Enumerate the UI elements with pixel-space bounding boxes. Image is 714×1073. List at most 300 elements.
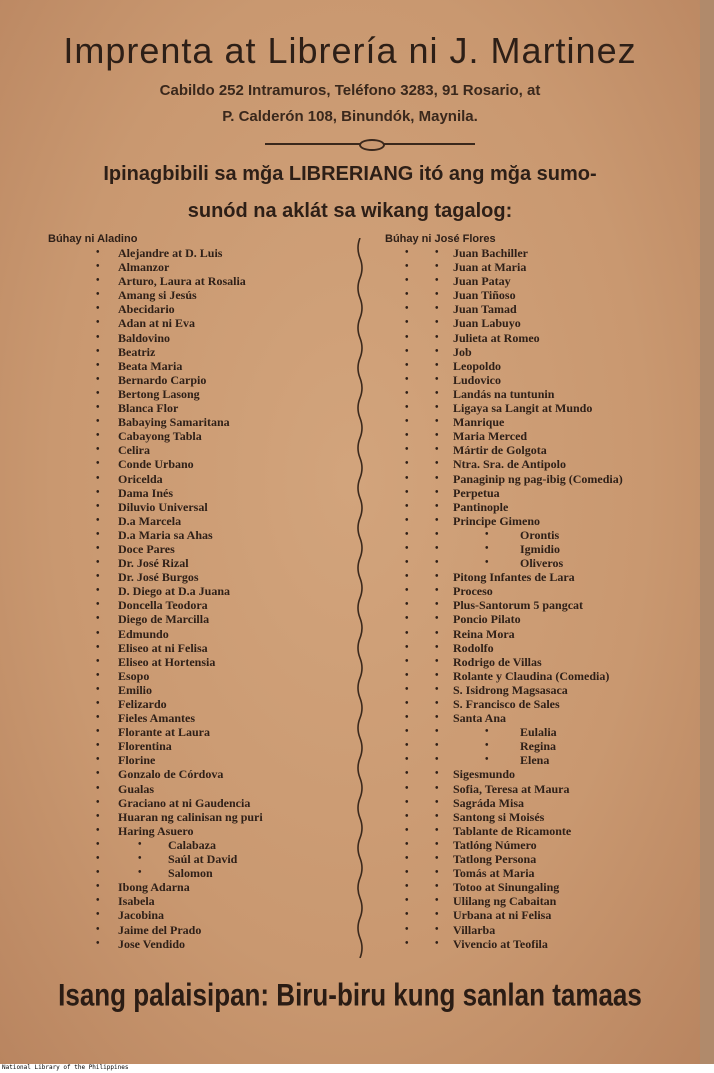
bullet-icon: • [435, 726, 439, 738]
book-title-item [385, 669, 695, 683]
book-title-item [385, 852, 695, 866]
book-title-text: Celira [118, 443, 150, 458]
book-title-item [385, 894, 695, 908]
bullet-icon: • [485, 754, 489, 766]
bullet-icon: • [405, 838, 409, 850]
bullet-icon: • [435, 359, 439, 371]
bullet-icon: • [96, 247, 100, 258]
book-title-item [48, 274, 358, 288]
book-title-text: Rodrigo de Villas [453, 654, 542, 669]
bullet-icon: • [435, 810, 439, 822]
bullet-icon: • [96, 881, 100, 893]
book-title-item [385, 782, 695, 796]
page-edge [700, 0, 714, 1064]
bullet-icon: • [405, 528, 409, 540]
bullet-icon: • [96, 838, 100, 850]
book-title-text: S. Isidrong Magsasaca [453, 682, 568, 697]
bullet-icon: • [435, 402, 439, 414]
book-title-text: Rodolfo [453, 640, 494, 655]
bullet-icon: • [405, 627, 409, 639]
book-title-item [385, 274, 695, 288]
bullet-icon: • [96, 528, 100, 540]
book-title-item [385, 810, 695, 824]
bullet-icon: • [435, 796, 439, 808]
bullet-icon: • [405, 853, 409, 865]
bullet-icon: • [405, 613, 409, 625]
book-title-text: Vivencio at Teofila [453, 936, 548, 951]
bullet-icon: • [96, 712, 100, 724]
bullet-icon: • [485, 726, 489, 738]
bullet-icon: • [96, 486, 100, 498]
bullet-icon: • [405, 387, 409, 399]
book-title-item [385, 472, 695, 486]
bullet-icon: • [405, 542, 409, 554]
bullet-icon: • [405, 641, 409, 653]
bullet-icon: • [435, 275, 439, 287]
bullet-icon: • [435, 824, 439, 836]
book-title-text: Santa Ana [453, 711, 507, 726]
book-title-text: Totoo at Sinungaling [453, 880, 560, 895]
book-title-item [48, 359, 358, 373]
book-title-item [48, 937, 358, 951]
bullet-icon: • [405, 289, 409, 301]
book-title-text: Doncella Teodora [118, 598, 208, 613]
book-title-item [48, 767, 358, 781]
bullet-icon: • [96, 458, 100, 470]
bullet-icon: • [435, 472, 439, 484]
bullet-icon: • [435, 444, 439, 456]
book-title-text: Dr. José Burgos [118, 570, 199, 585]
bullet-icon: • [435, 317, 439, 329]
bullet-icon: • [435, 458, 439, 470]
book-title-text: Adan at ni Eva [118, 316, 196, 331]
book-title-item [48, 387, 358, 401]
bullet-icon: • [405, 923, 409, 935]
book-title-item [48, 457, 358, 471]
book-title-item [48, 331, 358, 345]
book-title-item [48, 528, 358, 542]
bullet-icon: • [435, 542, 439, 554]
book-title-text: Oricelda [118, 471, 163, 486]
bullet-icon: • [435, 937, 439, 949]
book-title-text: Proceso [453, 584, 493, 599]
book-title-text: Esopo [118, 668, 150, 683]
book-title-text: Isabela [118, 894, 155, 909]
bullet-icon: • [96, 585, 100, 597]
bullet-icon: • [435, 754, 439, 766]
bullet-icon: • [96, 430, 100, 442]
bullet-icon: • [96, 796, 100, 808]
book-title-text: Juan at Maria [453, 260, 527, 275]
book-title-item [48, 612, 358, 626]
bullet-icon: • [405, 514, 409, 526]
book-title-text: Gualas [118, 781, 155, 796]
book-title-text: Juan Tiñoso [453, 288, 516, 303]
bullet-icon: • [96, 613, 100, 625]
book-title-text: S. Francisco de Sales [453, 697, 560, 711]
book-title-text: Elena [520, 753, 550, 768]
bullet-icon: • [96, 359, 100, 371]
book-title-item [385, 331, 695, 345]
book-title-item [385, 584, 695, 598]
book-title-item [385, 415, 695, 429]
book-title-item [385, 824, 695, 838]
book-title-item [48, 894, 358, 908]
book-title-text: Gonzalo de Córdova [118, 767, 224, 782]
book-title-text: Villarba [453, 922, 496, 937]
book-title-item [48, 641, 358, 655]
bullet-icon: • [405, 458, 409, 470]
book-title-item [48, 880, 358, 894]
bullet-icon: • [405, 909, 409, 921]
bullet-icon: • [138, 838, 142, 850]
book-title-text: Tatlóng Número [453, 837, 537, 852]
book-title-item [385, 260, 695, 274]
book-title-item [48, 373, 358, 387]
book-title-item [385, 302, 695, 316]
bullet-icon: • [435, 345, 439, 357]
bullet-icon: • [96, 275, 100, 287]
book-title-item [385, 486, 695, 500]
book-title-text: D.a Marcela [118, 513, 182, 528]
book-title-text: Florante at Laura [118, 725, 210, 740]
bullet-icon: • [138, 853, 142, 865]
book-title-item [48, 852, 358, 866]
book-title-item [385, 316, 695, 330]
book-title-text: Poncio Pilato [453, 612, 521, 627]
book-title-text: Bernardo Carpio [118, 372, 207, 387]
book-title-text: Tablante de Ricamonte [453, 823, 572, 838]
book-title-text: Mártir de Golgota [453, 443, 547, 458]
book-title-text: Jacobina [118, 908, 165, 923]
book-title-text: Jose Vendido [118, 936, 186, 951]
bullet-icon: • [96, 754, 100, 766]
book-title-item [48, 486, 358, 500]
book-title-item [48, 725, 358, 739]
book-title-item [385, 288, 695, 302]
book-title-item [385, 838, 695, 852]
book-title-item [48, 415, 358, 429]
footer-riddle: Isang palaisipan: Biru-biru kung sanlan tamaas [58, 976, 642, 1013]
book-title-text: Alejandre at D. Luis [118, 246, 223, 260]
book-title-item [385, 711, 695, 725]
book-title-text: Bertong Lasong [118, 386, 200, 401]
book-title-item [385, 387, 695, 401]
bullet-icon: • [435, 486, 439, 498]
book-title-text: Juan Labuyo [453, 316, 521, 331]
book-title-text: Maria Merced [453, 429, 528, 444]
book-title-item [48, 302, 358, 316]
bullet-icon: • [435, 909, 439, 921]
book-title-item [385, 246, 695, 260]
bullet-icon: • [405, 810, 409, 822]
address-line-2: P. Calderón 108, Binundók, Maynila. [222, 108, 478, 125]
book-title-text: Dama Inés [118, 485, 174, 500]
book-title-text: Abecidario [118, 302, 175, 317]
book-title-item [48, 246, 358, 260]
bullet-icon: • [405, 444, 409, 456]
bullet-icon: • [435, 373, 439, 385]
bullet-icon: • [405, 937, 409, 949]
bullet-icon: • [96, 599, 100, 611]
book-title-item [385, 401, 695, 415]
bullet-icon: • [96, 909, 100, 921]
book-title-item [385, 359, 695, 373]
bullet-icon: • [96, 895, 100, 907]
book-title-text: Santong si Moisés [453, 809, 545, 824]
book-title-text: Eliseo at ni Felisa [118, 640, 208, 655]
bullet-icon: • [96, 416, 100, 428]
bullet-icon: • [405, 712, 409, 724]
library-credit: National Library of the Philippines [2, 1064, 129, 1071]
book-title-item [48, 345, 358, 359]
book-title-text: Almanzor [118, 260, 170, 275]
book-title-text: Ntra. Sra. de Antipolo [453, 457, 567, 472]
book-title-text: Pitong Infantes de Lara [453, 570, 575, 585]
bullet-icon: • [405, 599, 409, 611]
intro-line-2: sunód na aklát sa wikang tagalog: [187, 200, 513, 222]
book-title-item [48, 514, 358, 528]
bullet-icon: • [435, 641, 439, 653]
book-title-text: Perpetua [453, 485, 500, 500]
bullet-icon: • [435, 669, 439, 681]
book-title-text: Beata Maria [118, 358, 183, 373]
book-title-item [385, 641, 695, 655]
bullet-icon: • [435, 387, 439, 399]
bullet-icon: • [96, 557, 100, 569]
address-line-1: Cabildo 252 Intramuros, Teléfono 3283, 91 Rosario, at [159, 82, 541, 99]
bullet-icon: • [405, 402, 409, 414]
book-title-text: Leopoldo [453, 358, 502, 373]
book-title-text: Ulilang ng Cabaitan [453, 894, 557, 909]
book-title-text: Juan Tamad [453, 302, 517, 317]
book-title-item [48, 796, 358, 810]
book-title-item [48, 810, 358, 824]
bullet-icon: • [405, 472, 409, 484]
bullet-icon: • [96, 500, 100, 512]
book-title-item [48, 316, 358, 330]
book-title-text: Job [453, 344, 472, 359]
bullet-icon: • [405, 824, 409, 836]
bullet-icon: • [96, 824, 100, 836]
book-title-text: Plus-Santorum 5 pangcat [453, 598, 584, 613]
bullet-icon: • [435, 261, 439, 273]
book-title-item [385, 598, 695, 612]
bullet-icon: • [405, 782, 409, 794]
bullet-icon: • [96, 542, 100, 554]
bullet-icon: • [435, 613, 439, 625]
book-title-item [48, 288, 358, 302]
bullet-icon: • [435, 655, 439, 667]
book-title-item [385, 923, 695, 937]
book-title-text: Julieta at Romeo [453, 330, 540, 345]
book-title-text: Baldovino [118, 330, 171, 345]
bullet-icon: • [96, 655, 100, 667]
bullet-icon: • [435, 867, 439, 879]
bullet-icon: • [485, 740, 489, 752]
book-title-text: Conde Urbano [118, 457, 194, 472]
book-title-item [385, 725, 695, 739]
bullet-icon: • [96, 768, 100, 780]
book-title-item [385, 683, 695, 697]
bullet-icon: • [405, 571, 409, 583]
bullet-icon: • [435, 740, 439, 752]
bullet-icon: • [96, 937, 100, 949]
bullet-icon: • [405, 698, 409, 709]
book-title-text: Emilio [118, 682, 153, 697]
book-title-text: Eulalia [520, 725, 557, 740]
book-title-text: Reina Mora [453, 626, 515, 641]
book-title-item [48, 753, 358, 767]
bullet-icon: • [405, 768, 409, 780]
book-title-text: Orontis [520, 527, 560, 542]
bullet-icon: • [435, 557, 439, 569]
bullet-icon: • [405, 303, 409, 315]
bullet-icon: • [435, 599, 439, 611]
bullet-icon: • [96, 303, 100, 315]
book-title-text: Diluvio Universal [118, 499, 208, 514]
bullet-icon: • [435, 698, 439, 709]
book-title-text: Panaginip ng pag-ibig (Comedia) [453, 471, 623, 486]
page-title: Imprenta at Librería ni J. Martinez [63, 30, 637, 71]
bullet-icon: • [405, 683, 409, 695]
right-column-heading: Búhay ni José Flores [385, 233, 496, 245]
bullet-icon: • [435, 331, 439, 343]
book-title-text: Huaran ng calinisan ng puri [118, 809, 263, 824]
book-title-text: Sagráda Misa [453, 795, 525, 810]
bullet-icon: • [96, 387, 100, 399]
bullet-icon: • [435, 838, 439, 850]
book-title-text: Tomás at Maria [453, 866, 535, 881]
book-title-item [48, 429, 358, 443]
book-title-item [48, 923, 358, 937]
book-title-item [385, 514, 695, 528]
bullet-icon: • [485, 542, 489, 554]
book-title-text: Sofia, Teresa at Maura [453, 781, 570, 796]
bullet-icon: • [405, 331, 409, 343]
bullet-icon: • [96, 317, 100, 329]
book-title-text: Igmidio [520, 541, 561, 556]
book-title-text: Juan Bachiller [453, 246, 529, 260]
book-title-item [48, 697, 358, 711]
book-title-item [385, 796, 695, 810]
left-column-heading: Búhay ni Aladino [48, 233, 138, 245]
ornamental-rule [265, 143, 475, 145]
book-title-item [385, 429, 695, 443]
book-title-text: Dr. José Rizal [118, 556, 189, 571]
bullet-icon: • [96, 853, 100, 865]
book-title-item [385, 612, 695, 626]
book-title-item [385, 373, 695, 387]
book-title-text: Ibong Adarna [118, 880, 190, 895]
bullet-icon: • [96, 627, 100, 639]
book-title-text: Beatriz [118, 344, 156, 359]
book-title-item [385, 767, 695, 781]
bullet-icon: • [435, 585, 439, 597]
book-title-text: Saúl at David [168, 852, 238, 867]
book-title-item [48, 739, 358, 753]
bullet-icon: • [485, 528, 489, 540]
book-title-item [48, 260, 358, 274]
book-title-item [385, 457, 695, 471]
bullet-icon: • [435, 768, 439, 780]
bullet-icon: • [485, 557, 489, 569]
bullet-icon: • [96, 698, 100, 709]
bullet-icon: • [405, 895, 409, 907]
bullet-icon: • [96, 444, 100, 456]
right-book-column [385, 232, 695, 951]
bullet-icon: • [405, 345, 409, 357]
bullet-icon: • [405, 359, 409, 371]
book-title-text: Landás na tuntunin [453, 386, 555, 401]
book-title-text: Juan Patay [453, 274, 511, 289]
bullet-icon: • [435, 289, 439, 301]
book-title-text: Eliseo at Hortensia [118, 654, 216, 669]
left-book-column [48, 232, 358, 951]
bullet-icon: • [435, 416, 439, 428]
book-title-item [48, 838, 358, 852]
book-title-text: Manrique [453, 415, 505, 430]
book-title-text: Fieles Amantes [118, 711, 195, 726]
book-title-item [48, 542, 358, 556]
bullet-icon: • [405, 317, 409, 329]
book-title-item [385, 866, 695, 880]
bullet-icon: • [435, 500, 439, 512]
book-title-text: D.a Maria sa Ahas [118, 527, 213, 542]
bullet-icon: • [405, 585, 409, 597]
book-title-item [385, 542, 695, 556]
bullet-icon: • [96, 571, 100, 583]
bullet-icon: • [96, 810, 100, 822]
bullet-icon: • [96, 782, 100, 794]
bullet-icon: • [96, 402, 100, 414]
book-title-text: Urbana at ni Felisa [453, 908, 552, 923]
bullet-icon: • [435, 528, 439, 540]
book-title-item [48, 598, 358, 612]
book-title-text: Principe Gimeno [453, 513, 540, 528]
book-title-text: Tatlong Persona [453, 852, 537, 867]
book-title-item [385, 443, 695, 457]
book-title-text: Salomon [168, 866, 213, 881]
book-title-text: Felizardo [118, 697, 167, 711]
bullet-icon: • [96, 514, 100, 526]
column-divider [356, 238, 364, 958]
book-title-text: Sigesmundo [453, 767, 516, 782]
book-title-text: Florentina [118, 739, 172, 754]
bullet-icon: • [96, 669, 100, 681]
bullet-icon: • [435, 627, 439, 639]
bullet-icon: • [435, 571, 439, 583]
bullet-icon: • [405, 669, 409, 681]
book-title-text: Haring Asuero [118, 823, 194, 838]
book-title-item [48, 908, 358, 922]
book-title-item [385, 937, 695, 951]
book-title-text: Amang si Jesús [118, 288, 197, 303]
bullet-icon: • [405, 373, 409, 385]
bullet-icon: • [96, 923, 100, 935]
bullet-icon: • [96, 472, 100, 484]
bullet-icon: • [96, 740, 100, 752]
book-title-text: D. Diego at D.a Juana [118, 584, 231, 599]
book-title-text: Cabayong Tabla [118, 429, 202, 444]
book-title-item [48, 443, 358, 457]
bullet-icon: • [435, 712, 439, 724]
bullet-icon: • [405, 486, 409, 498]
bullet-icon: • [405, 796, 409, 808]
book-title-item [385, 739, 695, 753]
book-title-item [385, 627, 695, 641]
bullet-icon: • [435, 895, 439, 907]
